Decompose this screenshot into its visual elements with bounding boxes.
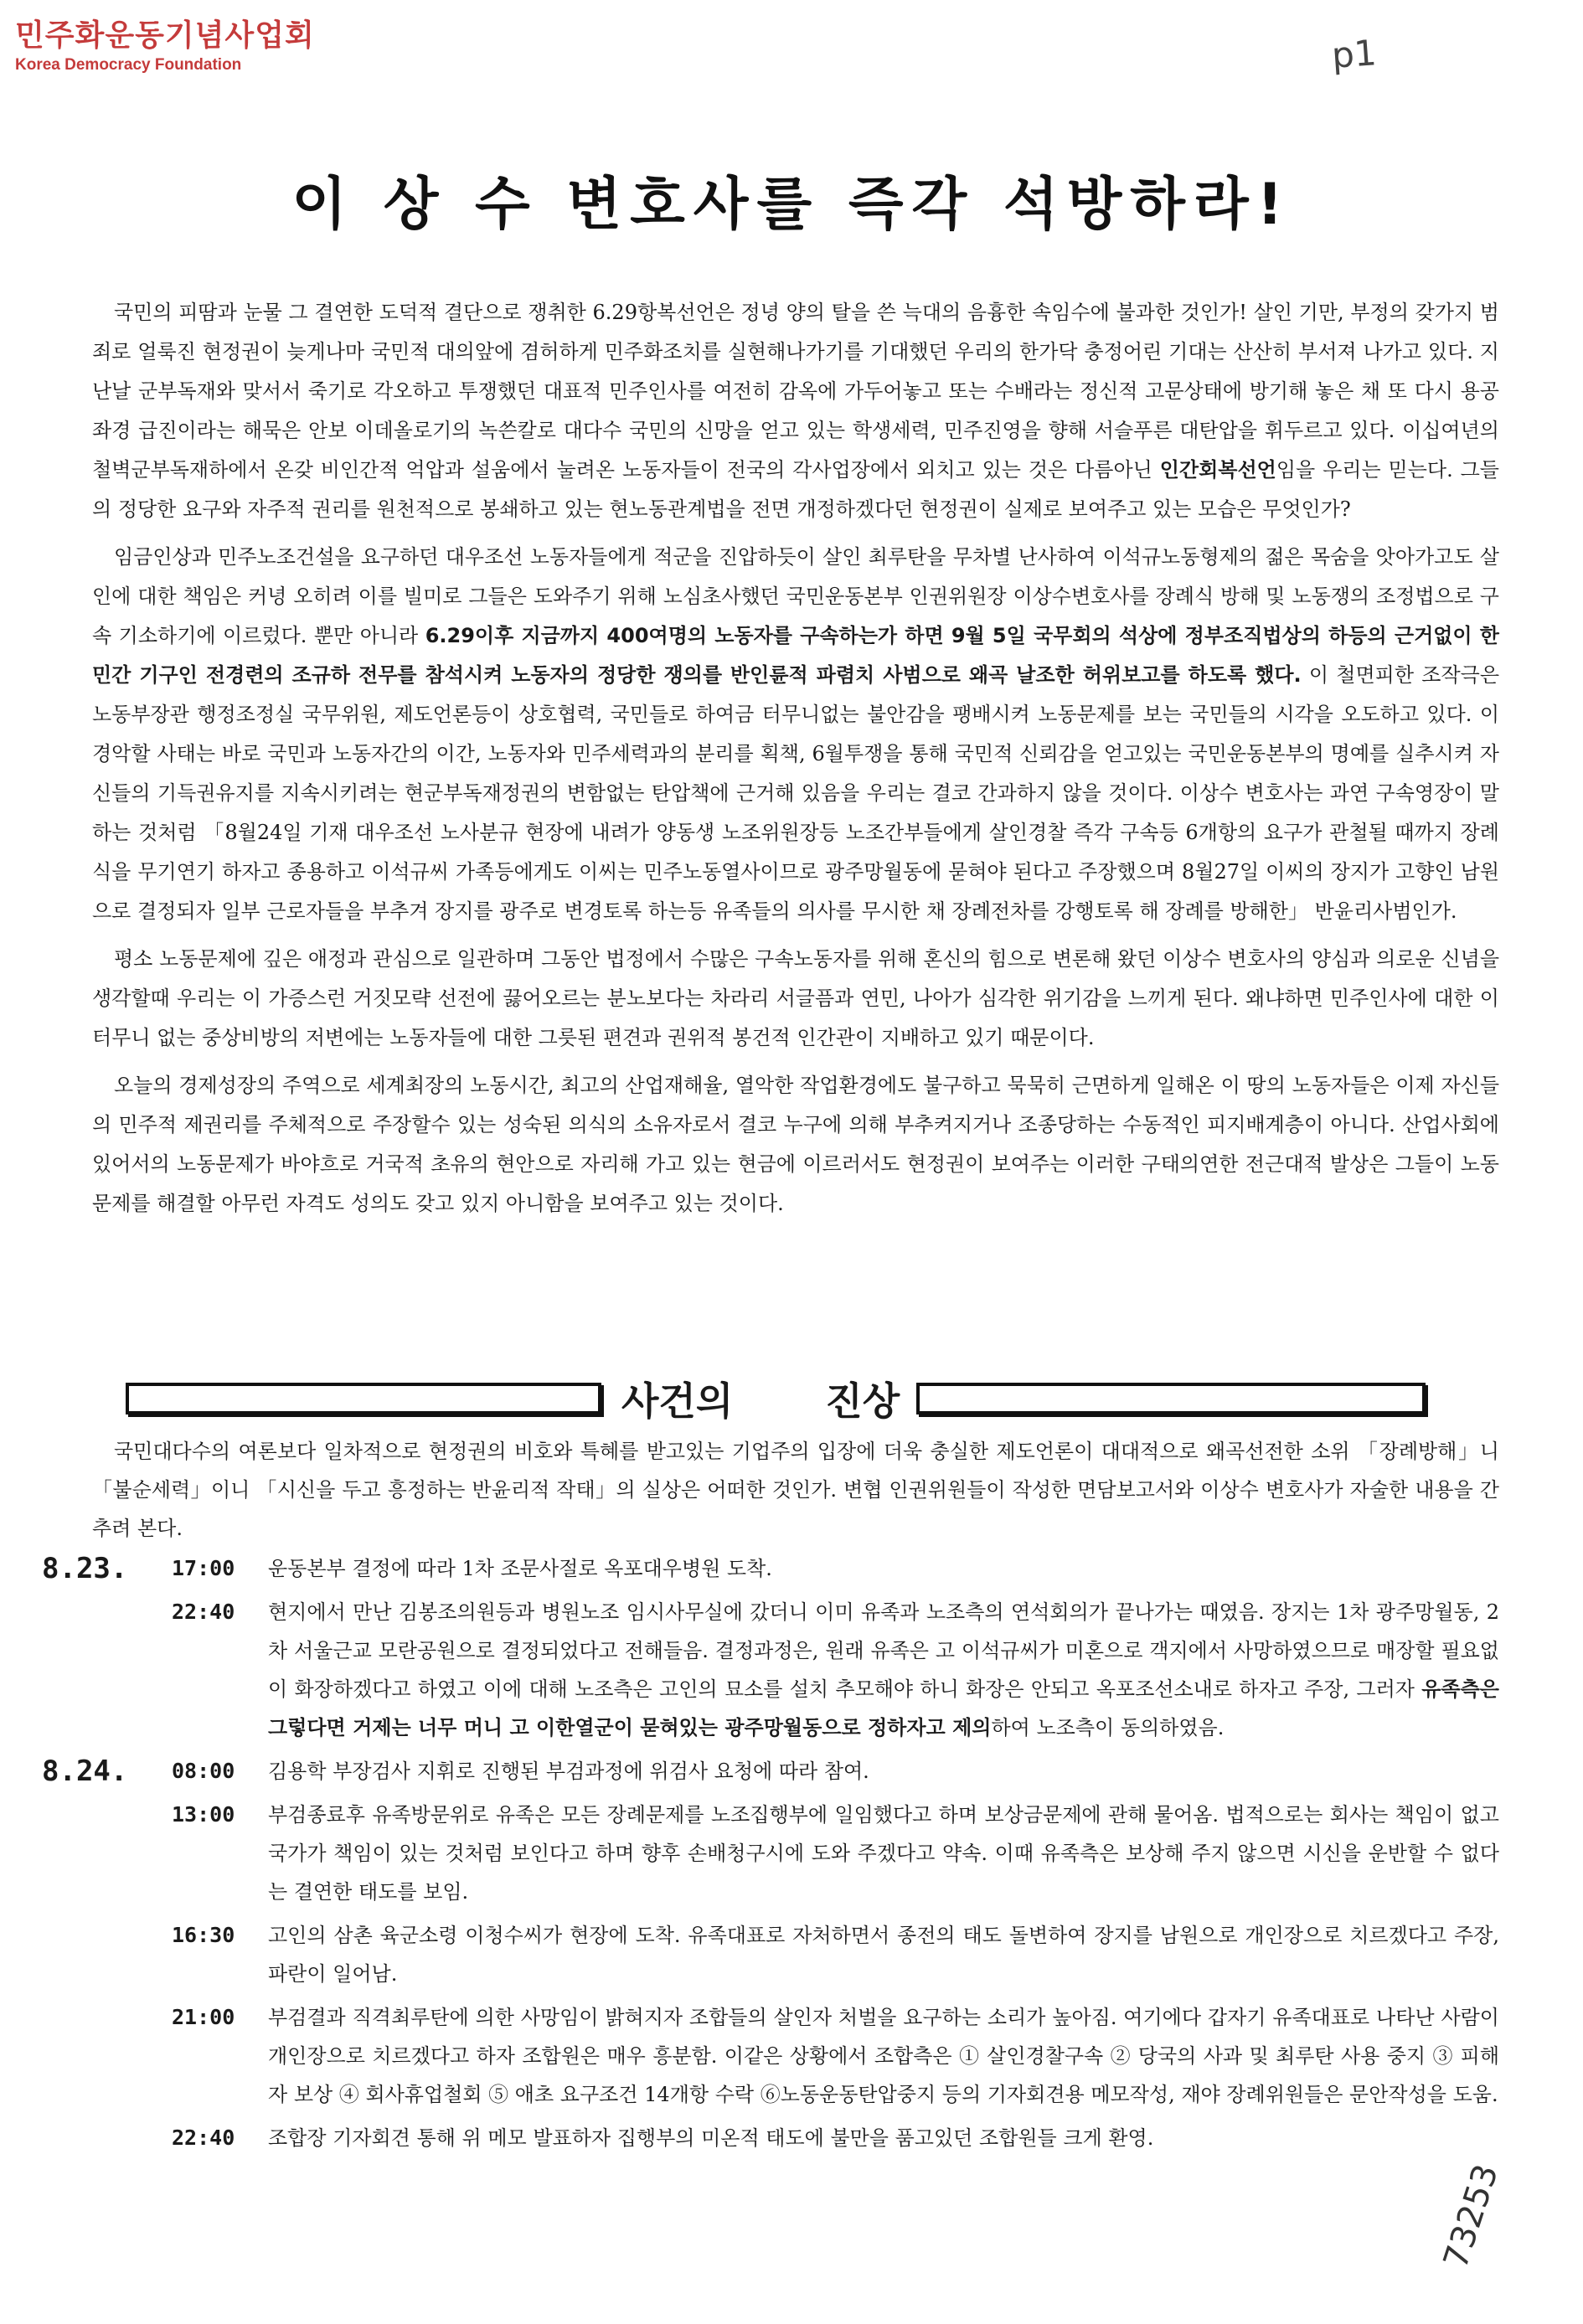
- body-text: [92, 293, 1499, 1232]
- timeline-day: [42, 1752, 1499, 2162]
- entry-time: 16:30: [172, 1923, 235, 1947]
- section-word-2: 진상: [825, 1378, 900, 1424]
- section-word-1: 사건의: [621, 1378, 734, 1424]
- entry-time: 13:00: [172, 1802, 235, 1827]
- entry-time: 17:00: [172, 1556, 235, 1580]
- day-date: 8.23.: [42, 1552, 128, 1585]
- entry-text: 현지에서 만난 김봉조의원등과 병원노조 임시사무실에 갔더니 이미 유족과 노조측의 연석회의가 끝나가는 때였음. 장지는 1차 광주망월동, 2차 서울근교 모란공원으로 결정되었다고 전해들음. 결정과정은, 원래 유족은 고 이석규씨가 미혼으로 객지에서 사망하였으므로 매장할 필요없이 화장하겠다고 하였고 이에 대해 노조측은 고인의 묘소를 설치 추모해야 하니 화장은 안되고 옥포조선소내로 하자고 주장, 그러자 유족측은 그렇다면 거제는 너무 머니 고 이한열군이 묻혀있는 광주망월동으로 정하자고 제의하여 노조측이 동의하였음.: [268, 1600, 1499, 1739]
- timeline-entry: [172, 1752, 1499, 1791]
- entry-text: 운동본부 결정에 따라 1차 조문사절로 옥포대우병원 도착.: [268, 1557, 772, 1580]
- entry-time: 22:40: [172, 1600, 235, 1624]
- timeline-entry: [172, 1998, 1499, 2114]
- paragraph: 오늘의 경제성장의 주역으로 세계최장의 노동시간, 최고의 산업재해율, 열악한 작업환경에도 불구하고 묵묵히 근면하게 일해온 이 땅의 노동자들은 이제 자신들의 민주적 제권리를 주체적으로 주장할수 있는 성숙된 의식의 소유자로서 결코 누구에 의해 부추켜지거나 조종당하는 수동적인 피지배계층이 아니다. 산업사회에 있어서의 노동문제가 바야흐로 거국적 초유의 현안으로 자리해 가고 있는 현금에 이르러서도 현정권이 보여주는 이러한 구태의연한 전근대적 발상은 그들이 노동문제를 해결할 아무런 자격도 성의도 갖고 있지 아니함을 보여주고 있는 것이다.: [92, 1074, 1499, 1215]
- watermark-english: Korea Democracy Foundation: [15, 56, 242, 74]
- entry-time: 22:40: [172, 2126, 235, 2150]
- heading-bar-right: [916, 1383, 1426, 1414]
- entry-text: 부검종료후 유족방문위로 유족은 모든 장례문제를 노조집행부에 일임했다고 하며 보상금문제에 관해 물어옴. 법적으로는 회사는 책임이 없고 국가가 책임이 있는 것처럼 보인다고 하며 향후 손배청구시에 도와 주겠다고 약속. 이때 유족측은 보상해 주지 않으면 시신을 운반할 수 없다는 결연한 태도를 보임.: [268, 1803, 1499, 1904]
- paragraph: 국민의 피땀과 눈물 그 결연한 도덕적 결단으로 쟁취한 6.29항복선언은 정녕 양의 탈을 쓴 늑대의 음흉한 속임수에 불과한 것인가! 살인 기만, 부정의 갖가지 범죄로 얼룩진 현정권이 늦게나마 국민적 대의앞에 겸허하게 민주화조치를 실현해나가기를 기대했던 우리의 한가닥 충정어린 기대는 산산히 부서져 나가고 있다. 지난날 군부독재와 맞서서 죽기로 각오하고 투쟁했던 대표적 민주인사를 여전히 감옥에 가두어놓고 또는 수배라는 정신적 고문상태에 방기해 놓은 채 또 다시 용공좌경 급진이라는 해묵은 안보 이데올로기의 녹쓴칼로 대다수 국민의 신망을 얻고 있는 학생세력, 민주진영을 향해 서슬푸른 대탄압을 휘두르고 있다. 이십여년의 철벽군부독재하에서 온갖 비인간적 억압과 설움에서 눌려온 노동자들이 전국의 각사업장에서 외치고 있는 것은 다름아닌 인간회복선언임을 우리는 믿는다. 그들의 정당한 요구와 자주적 권리를 원천적으로 봉쇄하고 있는 현노동관계법을 전면 개정하겠다던 현정권이 실제로 보여주고 있는 모습은 무엇인가?: [92, 301, 1499, 521]
- paragraph: 임금인상과 민주노조건설을 요구하던 대우조선 노동자들에게 적군을 진압하듯이 살인 최루탄을 무차별 난사하여 이석규노동형제의 젊은 목숨을 앗아가고도 살인에 대한 책임은 커녕 오히려 이를 빌미로 그들은 도와주기 위해 노심초사했던 국민운동본부 인권위원장 이상수변호사를 장례식 방해 및 노동쟁의 조정법으로 구속 기소하기에 이르렀다. 뿐만 아니라 6.29이후 지금까지 400여명의 노동자를 구속하는가 하면 9월 5일 국무회의 석상에 정부조직법상의 하등의 근거없이 한민간 기구인 전경련의 조규하 전무를 참석시켜 노동자의 정당한 쟁의를 반인륜적 파렴치 사범으로 왜곡 날조한 허위보고를 하도록 했다. 이 철면피한 조작극은 노동부장관 행정조정실 국무위원, 제도언론등이 상호협력, 국민들로 하여금 터무니없는 불안감을 팽배시켜 노동문제를 보는 국민들의 시각을 오도하고 있다. 이 경악할 사태는 바로 국민과 노동자간의 이간, 노동자와 민주세력과의 분리를 획책, 6월투쟁을 통해 국민적 신뢰감을 얻고있는 국민운동본부의 명예를 실추시켜 자신들의 기득권유지를 지속시키려는 현군부독재정권의 변함없는 탄압책에 근거해 있음을 우리는 결코 간과하지 않을 것이다. 이상수 변호사는 과연 구속영장이 말하는 것처럼 「8월24일 기재 대우조선 노사분규 현장에 내려가 양동생 노조위원장등 노조간부들에게 살인경찰 즉각 구속등 6개항의 요구가 관철될 때까지 장례식을 무기연기 하자고 종용하고 이석규씨 가족등에게도 이씨는 민주노동열사이므로 광주망월동에 묻혀야 된다고 주장했으며 8월27일 이씨의 장지가 고향인 남원으로 결정되자 일부 근로자들을 부추겨 장지를 광주로 변경토록 하는등 유족들의 의사를 무시한 채 장례전차를 강행토록 해 장례를 방해한」 반윤리사범인가.: [92, 545, 1500, 923]
- entry-text: 조합장 기자회견 통해 위 메모 발표하자 집행부의 미온적 태도에 불만을 품고있던 조합원들 크게 환영.: [268, 2126, 1154, 2150]
- timeline: [42, 1549, 1499, 2162]
- timeline-entry: [172, 1593, 1499, 1747]
- entry-text: 김용학 부장검사 지휘로 진행된 부검과정에 위검사 요청에 따라 참여.: [268, 1760, 869, 1783]
- day-date: 8.24.: [42, 1755, 128, 1788]
- section-heading: [126, 1373, 1457, 1424]
- entry-text: 부검결과 직격최루탄에 의한 사망임이 밝혀지자 조합들의 살인자 처벌을 요구하는 소리가 높아짐. 여기에다 갑자기 유족대표로 나타난 사람이 개인장으로 치르겠다고 하자 조합원은 매우 흥분함. 이같은 상황에서 조합측은 ① 살인경찰구속 ② 당국의 사과 및 최루탄 사용 중지 ③ 피해자 보상 ④ 회사휴업철회 ⑤ 애초 요구조건 14개항 수락 ⑥노동운동탄압중지 등의 기자회견용 메모작성, 재야 장례위원들은 문안작성을 도움.: [268, 2006, 1499, 2106]
- entry-time: 08:00: [172, 1759, 235, 1783]
- watermark-korean: 민주화운동기념사업회: [15, 18, 315, 53]
- section-heading-text: [621, 1371, 900, 1426]
- heading-bar-left: [126, 1383, 601, 1414]
- timeline-day: [42, 1549, 1499, 1752]
- timeline-entry: [172, 1916, 1499, 1993]
- timeline-entry: [172, 1796, 1499, 1911]
- section-intro: 국민대다수의 여론보다 일차적으로 현정권의 비호와 특혜를 받고있는 기업주의 입장에 더욱 충실한 제도언론이 대대적으로 왜곡선전한 소위 「장례방해」니 「불순세력」이니 「시신을 두고 흥정하는 반윤리적 작태」의 실상은 어떠한 것인가. 변협 인권위원들이 작성한 면담보고서와 이상수 변호사가 자술한 내용을 간추려 본다.: [92, 1440, 1499, 1540]
- timeline-entry: [172, 1549, 1499, 1588]
- archive-number: 73253: [1436, 2159, 1507, 2274]
- page-title: 이 상 수 변호사를 즉각 석방하라!: [291, 172, 1292, 238]
- timeline-entry: [172, 2119, 1499, 2157]
- paragraph: 평소 노동문제에 깊은 애정과 관심으로 일관하며 그동안 법정에서 수많은 구속노동자를 위해 혼신의 힘으로 변론해 왔던 이상수 변호사의 양심과 의로운 신념을 생각할때 우리는 이 가증스런 거짓모략 선전에 끓어오르는 분노보다는 차라리 서글픔과 연민, 나아가 심각한 위기감을 느끼게 된다. 왜냐하면 민주인사에 대한 이 터무니 없는 중상비방의 저변에는 노동자들에 대한 그릇된 편견과 권위적 봉건적 인간관이 지배하고 있기 때문이다.: [92, 947, 1499, 1049]
- watermark: [15, 12, 315, 75]
- entry-time: 21:00: [172, 2005, 235, 2029]
- entry-text: 고인의 삼촌 육군소령 이청수씨가 현장에 도착. 유족대표로 자처하면서 종전의 태도 돌변하여 장지를 남원으로 개인장으로 치르겠다고 주장, 파란이 일어남.: [268, 1924, 1499, 1986]
- page-mark: p1: [1330, 32, 1379, 76]
